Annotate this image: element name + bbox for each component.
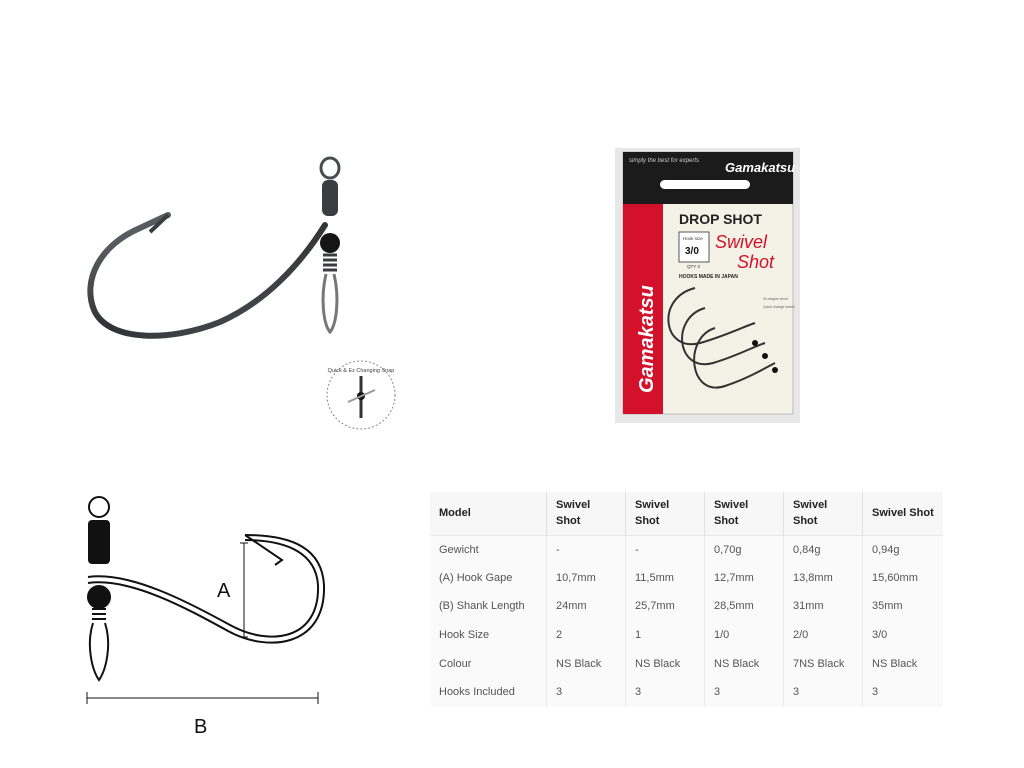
package-image <box>615 148 800 423</box>
table-cell: 11,5mm <box>626 564 705 593</box>
package-product-line: DROP SHOT <box>679 211 762 227</box>
made-in-label: HOOKS MADE IN JAPAN <box>679 274 738 280</box>
table-cell: 3 <box>547 678 626 707</box>
table-cell: 3 <box>784 678 863 707</box>
table-cell: 28,5mm <box>705 592 784 621</box>
column-header-model: Model <box>430 492 547 535</box>
column-header-size-1: Swivel Shot <box>626 492 705 535</box>
table-row <box>430 592 943 621</box>
specifications-table <box>430 492 943 707</box>
qty-label: QTY 3 <box>687 264 700 269</box>
table-cell: 2/0 <box>784 621 863 650</box>
table-cell: 3 <box>626 678 705 707</box>
hook-product-image <box>80 150 410 440</box>
table-cell: 13,8mm <box>784 564 863 593</box>
package-product-name-2: Shot <box>737 252 775 272</box>
hook-dimension-diagram <box>70 485 340 745</box>
table-cell: 7NS Black <box>784 649 863 678</box>
table-cell: 0,94g <box>863 535 944 564</box>
table-cell: 15,60mm <box>872 571 918 584</box>
table-cell: 31mm <box>784 592 863 621</box>
table-cell: NS Black <box>705 649 784 678</box>
table-cell: NS Black <box>547 649 626 678</box>
table-cell: 35mm <box>872 600 903 613</box>
column-header-size-2: Swivel Shot <box>547 492 626 535</box>
badge-text: Quick & Ez Changing Snap <box>327 368 395 374</box>
table-row <box>430 678 943 707</box>
feature-2: Quick change swivel <box>763 305 795 309</box>
row-label-weight: Gewicht <box>430 535 547 564</box>
hook-shape <box>90 215 325 336</box>
row-label-hook-size: Hook Size <box>430 621 547 650</box>
swivel-shape <box>320 158 340 332</box>
column-header-size-1-0: Swivel Shot <box>705 492 784 535</box>
row-label-hooks-included: Hooks Included <box>430 678 547 707</box>
table-row <box>430 535 943 564</box>
feature-1: 90-degree bend <box>763 297 788 301</box>
table-cell: 3 <box>872 686 879 699</box>
table-cell: 25,7mm <box>626 592 705 621</box>
dimension-label-b: B <box>194 716 208 738</box>
package-tagline: simply the best for experts <box>629 158 700 164</box>
table-cell: 0,84g <box>784 535 863 564</box>
hook-size-value: 3/0 <box>685 246 699 257</box>
table-row <box>430 649 943 678</box>
row-label-colour: Colour <box>430 649 547 678</box>
table-cell: 3 <box>705 678 784 707</box>
table-row <box>430 621 943 650</box>
table-cell: 1/0 <box>705 621 784 650</box>
table-row <box>430 564 943 593</box>
column-header-size-3-0: Swivel Shot <box>872 507 934 520</box>
table-cell: 3/0 <box>872 629 888 642</box>
column-header-size-2-0: Swivel Shot <box>784 492 863 535</box>
table-cell: NS Black <box>626 649 705 678</box>
package-brand: Gamakatsu <box>725 160 796 175</box>
hook-size-label: Hook size <box>683 236 703 241</box>
table-cell: 24mm <box>547 592 626 621</box>
row-label-shank-length: (B) Shank Length <box>430 592 547 621</box>
table-cell: 10,7mm <box>547 564 626 593</box>
table-header-row <box>430 492 943 535</box>
table-cell: - <box>626 535 705 564</box>
table-cell: NS Black <box>872 657 918 670</box>
package-product-name-1: Swivel <box>715 232 768 252</box>
table-cell: 2 <box>547 621 626 650</box>
table-cell: 12,7mm <box>705 564 784 593</box>
table-cell: 0,70g <box>705 535 784 564</box>
quick-change-badge <box>327 361 395 429</box>
dimension-label-a: A <box>217 580 231 602</box>
table-cell: 1 <box>626 621 705 650</box>
package-brand-vertical: Gamakatsu <box>636 285 658 393</box>
row-label-hook-gape: (A) Hook Gape <box>430 564 547 593</box>
table-cell: - <box>547 535 626 564</box>
